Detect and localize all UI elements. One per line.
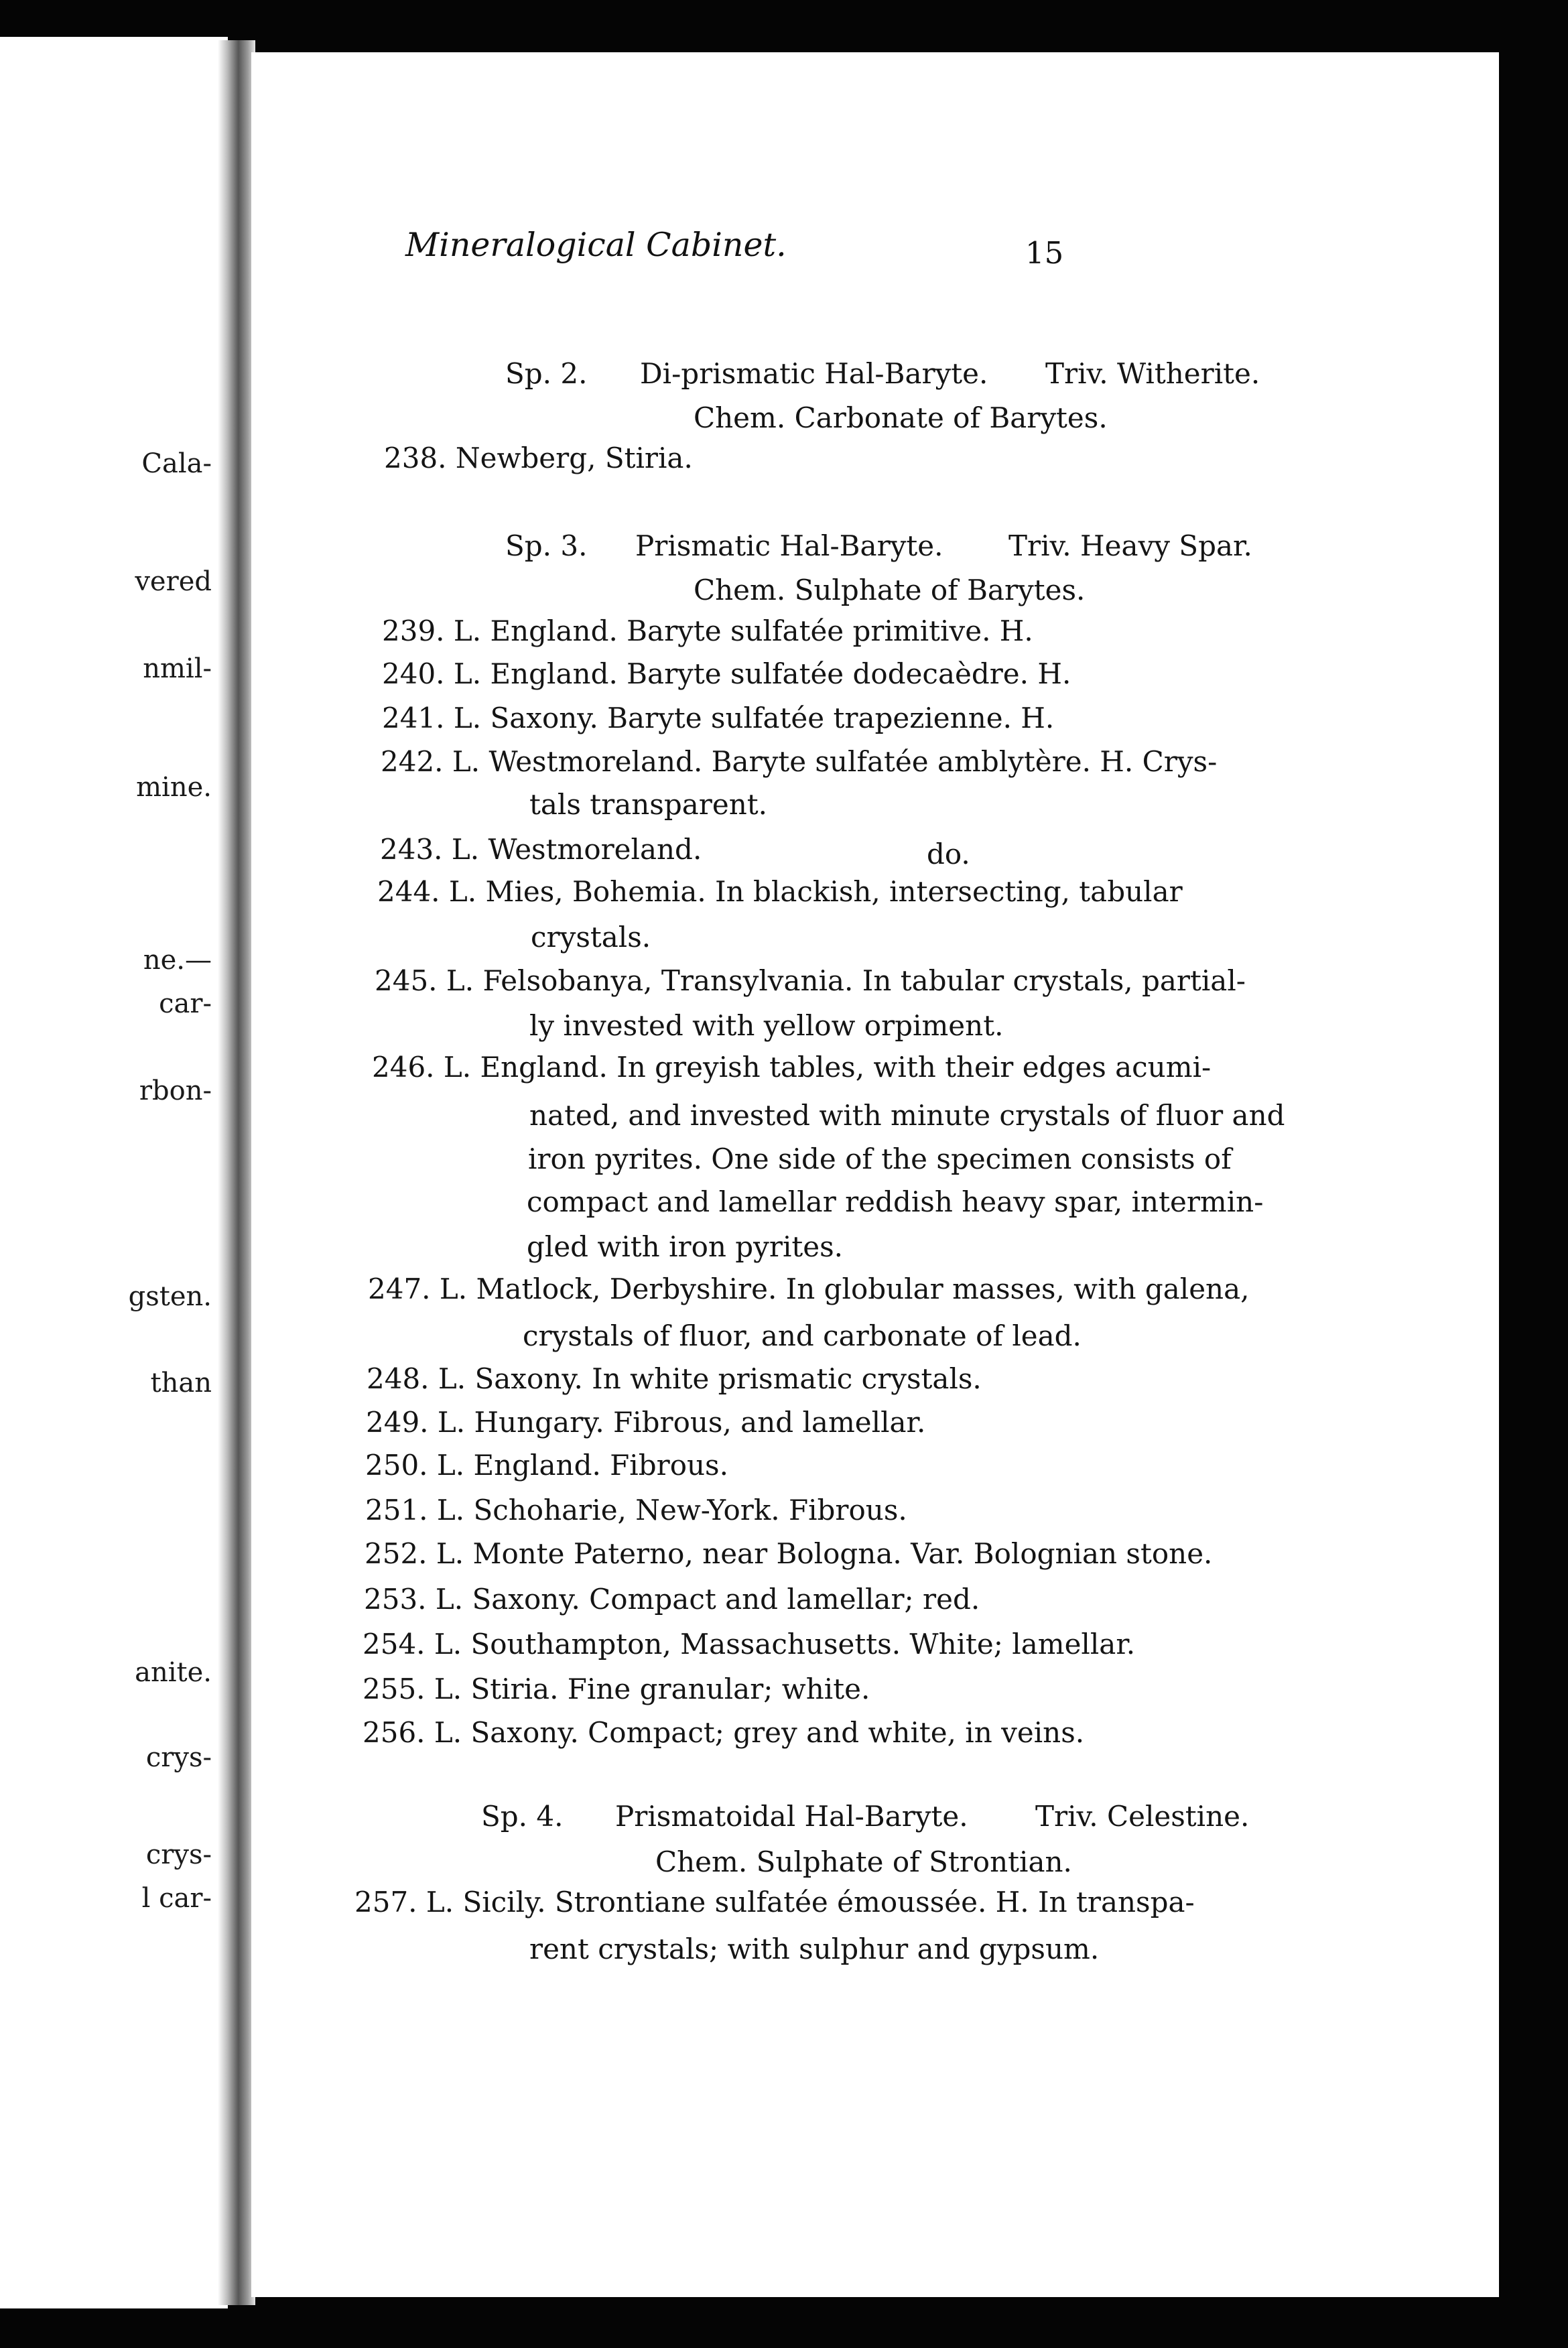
species-name: Prismatoidal Hal-Baryte. — [615, 1800, 968, 1833]
species-label: Sp. 3. — [505, 529, 588, 562]
species-name: Prismatic Hal-Baryte. — [635, 529, 943, 562]
left-fragment: car- — [159, 988, 212, 1019]
left-fragment: than — [150, 1368, 212, 1398]
left-facing-page — [0, 37, 228, 2308]
book-gutter — [218, 40, 255, 2305]
species-label: Sp. 4. — [481, 1800, 564, 1833]
specimen-entry: 245. L. Felsobanya, Transylvania. In tabular crystals, partial- — [375, 964, 1246, 997]
specimen-entry: 256. L. Saxony. Compact; grey and white, in veins. — [363, 1716, 1085, 1749]
specimen-entry: 246. L. England. In greyish tables, with their edges acumi- — [372, 1051, 1212, 1084]
specimen-entry: 251. L. Schoharie, New-York. Fibrous. — [365, 1494, 907, 1526]
specimen-entry: 250. L. England. Fibrous. — [365, 1449, 728, 1482]
specimen-entry: 252. L. Monte Paterno, near Bologna. Var. Bolognian stone. — [365, 1537, 1213, 1570]
specimen-entry: 247. L. Matlock, Derbyshire. In globular masses, with galena, — [368, 1273, 1250, 1305]
left-fragment: rbon- — [139, 1075, 212, 1106]
specimen-entry-continuation: compact and lamellar reddish heavy spar, intermin- — [527, 1185, 1264, 1218]
specimen-entry-continuation: tals transparent. — [529, 788, 767, 821]
left-fragment: nmil- — [143, 653, 212, 684]
left-fragment: ne.— — [143, 945, 212, 976]
left-fragment: crys- — [145, 1839, 212, 1870]
page-number: 15 — [1025, 235, 1064, 271]
species-chemical-name: Chem. Sulphate of Strontian. — [655, 1845, 1072, 1878]
specimen-entry: 253. L. Saxony. Compact and lamellar; red. — [364, 1583, 980, 1616]
left-fragment: anite. — [135, 1657, 212, 1688]
specimen-entry-continuation: crystals. — [531, 921, 651, 954]
specimen-entry-continuation: crystals of fluor, and carbonate of lead. — [523, 1319, 1082, 1352]
specimen-entry: 240. L. England. Baryte sulfatée dodecaèdre. H. — [382, 657, 1071, 690]
specimen-entry: 238. Newberg, Stiria. — [384, 442, 693, 474]
species-trivial-name: Triv. Heavy Spar. — [1008, 529, 1252, 562]
specimen-entry-continuation: ly invested with yellow orpiment. — [529, 1009, 1004, 1042]
specimen-entry: 242. L. Westmoreland. Baryte sulfatée amblytère. H. Crys- — [381, 745, 1218, 778]
specimen-entry: 257. L. Sicily. Strontiane sulfatée émoussée. H. In transpa- — [354, 1886, 1195, 1918]
left-fragment: l car- — [141, 1883, 212, 1914]
left-fragment: mine. — [136, 772, 212, 803]
specimen-entry: 249. L. Hungary. Fibrous, and lamellar. — [366, 1406, 926, 1439]
specimen-entry: 239. L. England. Baryte sulfatée primitive. H. — [382, 614, 1033, 647]
species-trivial-name: Triv. Witherite. — [1045, 357, 1260, 390]
specimen-entry: 255. L. Stiria. Fine granular; white. — [363, 1673, 870, 1705]
specimen-entry-ditto: do. — [927, 838, 970, 870]
specimen-entry-continuation: nated, and invested with minute crystals of fluor and — [529, 1099, 1285, 1132]
species-trivial-name: Triv. Celestine. — [1035, 1800, 1250, 1833]
specimen-entry-continuation: gled with iron pyrites. — [527, 1230, 844, 1263]
specimen-entry: 254. L. Southampton, Massachusetts. White; lamellar. — [363, 1628, 1136, 1660]
running-header-title: Mineralogical Cabinet. — [405, 226, 787, 264]
left-fragment: vered — [135, 566, 212, 597]
specimen-entry: 241. L. Saxony. Baryte sulfatée trapezienne. H. — [382, 702, 1055, 734]
species-chemical-name: Chem. Carbonate of Barytes. — [694, 401, 1108, 434]
specimen-entry: 244. L. Mies, Bohemia. In blackish, intersecting, tabular — [377, 875, 1183, 908]
species-name: Di-prismatic Hal-Baryte. — [640, 357, 988, 390]
species-label: Sp. 2. — [505, 357, 588, 390]
left-fragment: Cala- — [141, 448, 212, 479]
specimen-entry-continuation: rent crystals; with sulphur and gypsum. — [529, 1933, 1100, 1965]
specimen-entry-continuation: iron pyrites. One side of the specimen consists of — [528, 1143, 1232, 1175]
species-chemical-name: Chem. Sulphate of Barytes. — [694, 574, 1086, 606]
left-fragment: crys- — [145, 1742, 212, 1773]
specimen-entry: 248. L. Saxony. In white prismatic crystals. — [367, 1362, 982, 1395]
left-fragment: gsten. — [128, 1281, 212, 1312]
specimen-entry: 243. L. Westmoreland. — [380, 833, 702, 866]
